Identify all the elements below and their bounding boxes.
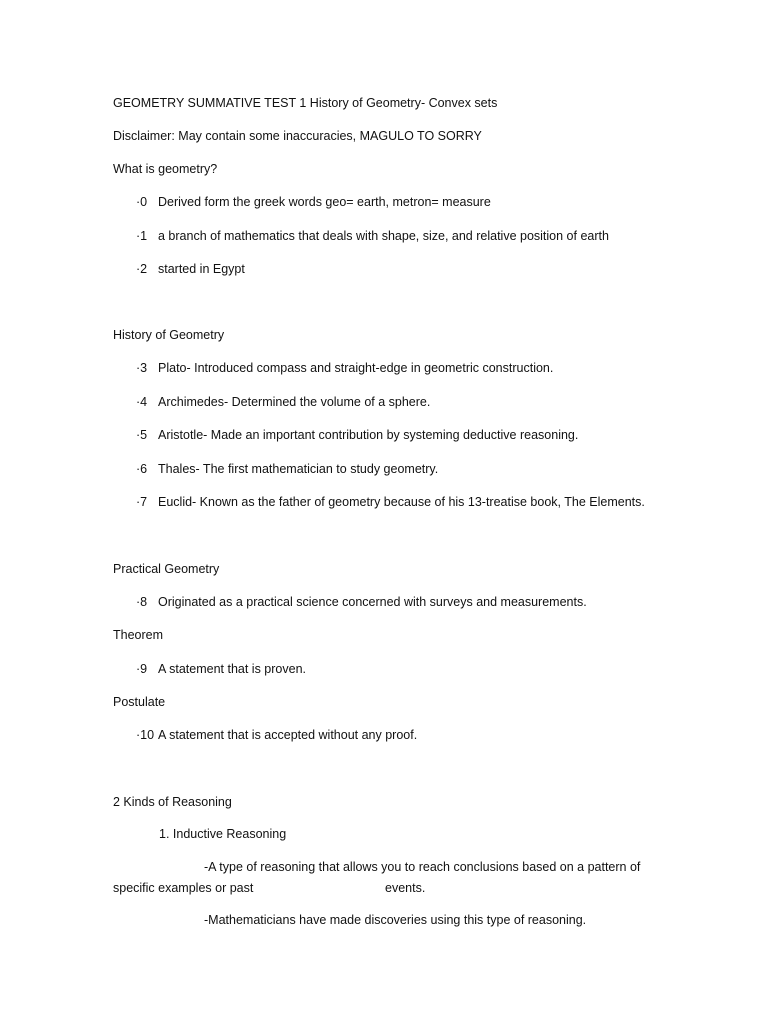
paragraph-line: events. [385, 881, 426, 895]
list-item-text: A statement that is accepted without any proof. [158, 728, 418, 742]
disclaimer: Disclaimer: May contain some inaccuracies, MAGULO TO SORRY [113, 129, 482, 143]
list-item-number: ·7 [136, 495, 148, 509]
list-item-number: ·1 [136, 229, 148, 243]
list-item-text: A statement that is proven. [158, 662, 306, 676]
list-item-text: Archimedes- Determined the volume of a sphere. [158, 395, 431, 409]
list-item-text: Aristotle- Made an important contribution by systeming deductive reasoning. [158, 428, 579, 442]
paragraph-line: -Mathematicians have made discoveries using this type of reasoning. [204, 913, 587, 927]
list-item-number: ·3 [136, 361, 148, 375]
section-heading-practical: Practical Geometry [113, 562, 220, 576]
list-item-number: ·2 [136, 262, 148, 276]
document-title: GEOMETRY SUMMATIVE TEST 1 History of Geometry- Convex sets [113, 96, 498, 110]
list-item-text: a branch of mathematics that deals with shape, size, and relative position of earth [158, 229, 609, 243]
list-item-text: Plato- Introduced compass and straight-edge in geometric construction. [158, 361, 554, 375]
section-heading-history: History of Geometry [113, 328, 225, 342]
list-item-text: Euclid- Known as the father of geometry because of his 13-treatise book, The Elements. [158, 495, 645, 509]
subheading-inductive-reasoning: 1. Inductive Reasoning [159, 827, 287, 841]
list-item-number: ·8 [136, 595, 148, 609]
section-heading-what-is-geometry: What is geometry? [113, 162, 218, 176]
section-heading-reasoning: 2 Kinds of Reasoning [113, 795, 232, 809]
paragraph-line: -A type of reasoning that allows you to reach conclusions based on a pattern of [204, 860, 641, 874]
list-item-number: ·4 [136, 395, 148, 409]
list-item-number: ·5 [136, 428, 148, 442]
paragraph-line: specific examples or past [113, 881, 254, 895]
list-item-number: ·0 [136, 195, 148, 209]
list-item-number: ·10 [136, 728, 155, 742]
section-heading-postulate: Postulate [113, 695, 166, 709]
list-item-number: ·6 [136, 462, 148, 476]
list-item-text: started in Egypt [158, 262, 245, 276]
list-item-text: Derived form the greek words geo= earth, metron= measure [158, 195, 491, 209]
list-item-text: Thales- The first mathematician to study geometry. [158, 462, 439, 476]
section-heading-theorem: Theorem [113, 628, 164, 642]
list-item-number: ·9 [136, 662, 148, 676]
list-item-text: Originated as a practical science concerned with surveys and measurements. [158, 595, 587, 609]
